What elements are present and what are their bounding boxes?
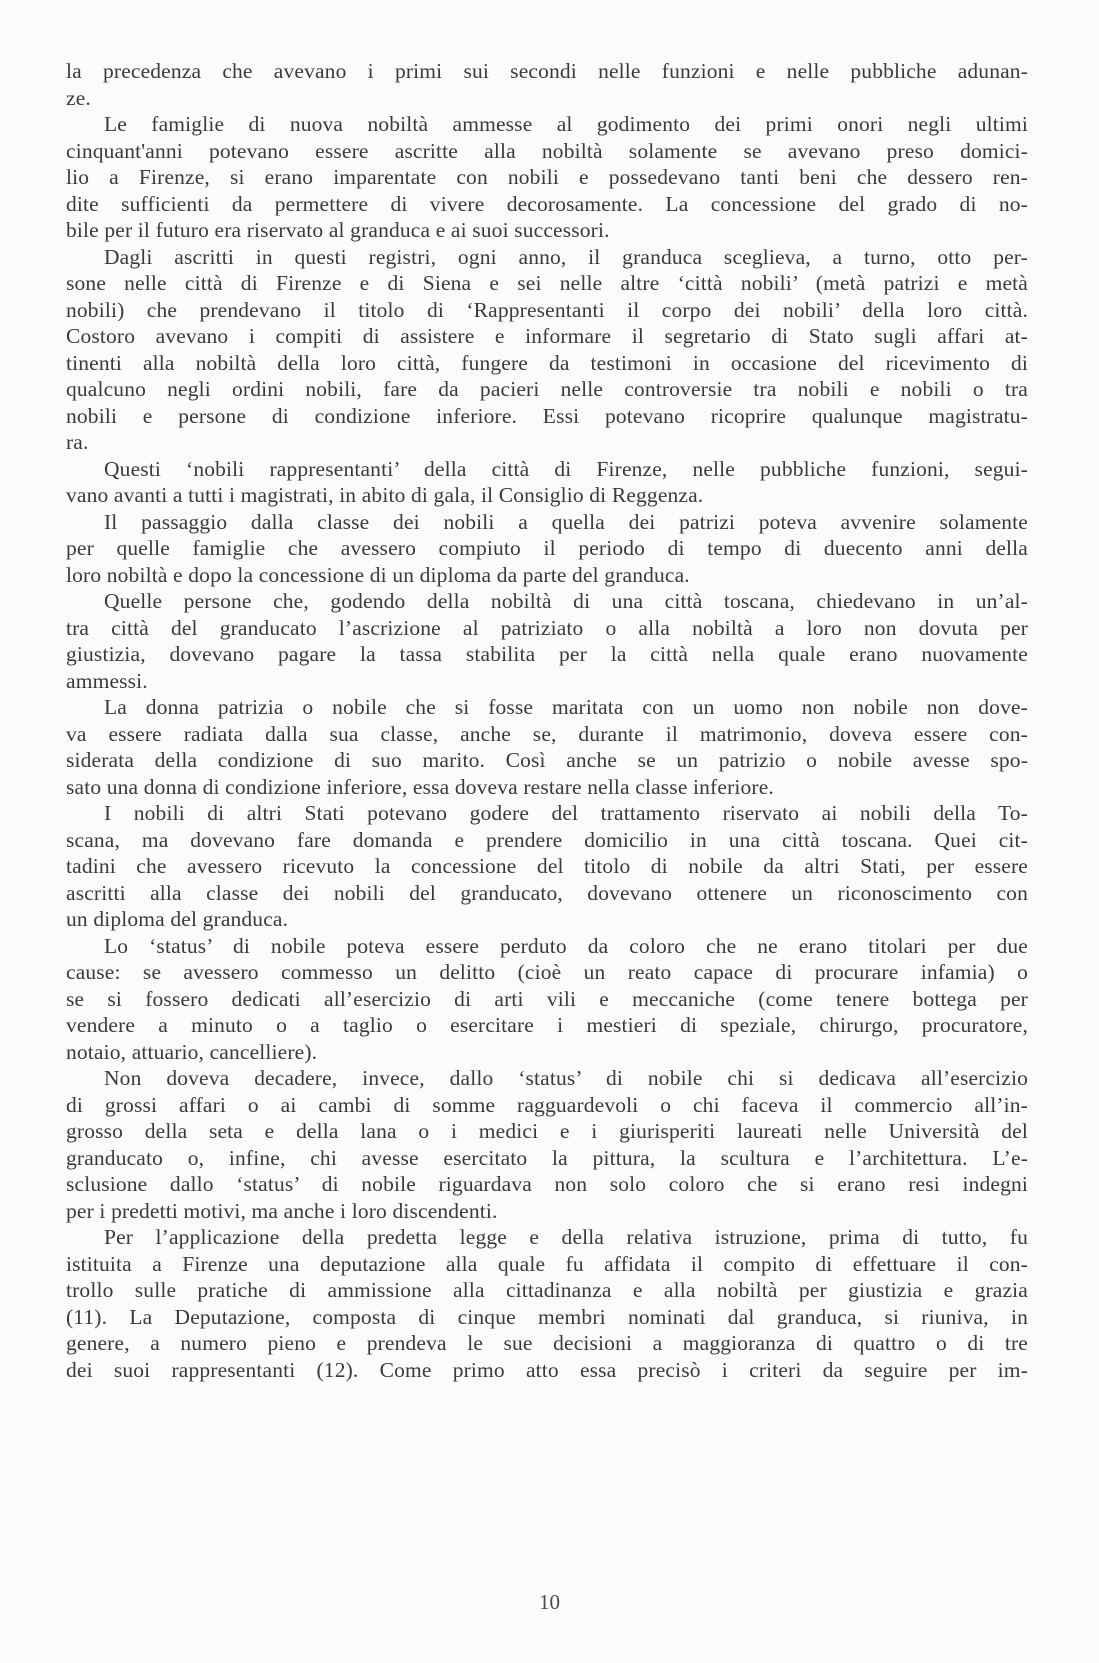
text-line: Questi ‘nobili rappresentanti’ della città di Firenze, nelle pubbliche funzioni, segui- xyxy=(104,456,1028,481)
text-line: nobili e persone di condizione inferiore. Essi potevano ricoprire qualunque magistratu- xyxy=(66,403,1028,428)
text-line: va essere radiata dalla sua classe, anche se, durante il matrimonio, doveva essere con- xyxy=(66,721,1028,746)
text-line: I nobili di altri Stati potevano godere del trattamento riservato ai nobili della To- xyxy=(104,801,1028,825)
text-line: vano avanti a tutti i magistrati, in abito di gala, il Consiglio di Reggenza. xyxy=(66,483,704,507)
text-line: lio a Firenze, si erano imparentate con nobili e possedevano tanti beni che dessero ren- xyxy=(66,165,1028,189)
text-line: ra. xyxy=(66,430,89,454)
text-line: Il passaggio dalla classe dei nobili a quella dei patrizi poteva avvenire solamente xyxy=(104,509,1028,534)
paragraph xyxy=(66,111,1028,244)
text-line: notaio, attuario, cancelliere). xyxy=(66,1039,318,1064)
paragraph xyxy=(66,244,1028,456)
text-line: istituita a Firenze una deputazione alla quale fu affidata il compito di effettuare il con- xyxy=(66,1251,1028,1276)
paragraph xyxy=(66,1065,1028,1224)
text-line: Lo ‘status’ di nobile poteva essere perduto da coloro che ne erano titolari per due xyxy=(104,933,1028,958)
paragraph xyxy=(66,456,1028,509)
paragraph xyxy=(66,588,1028,694)
text-line: nobili) che prendevano il titolo di ‘Rappresentanti il corpo dei nobili’ della loro città. xyxy=(66,297,1028,322)
text-line: la precedenza che avevano i primi sui secondi nelle funzioni e nelle pubbliche adunan- xyxy=(66,59,1028,83)
text-line: sato una donna di condizione inferiore, essa doveva restare nella classe inferiore. xyxy=(66,774,774,799)
paragraph xyxy=(66,800,1028,933)
text-line: per i predetti motivi, ma anche i loro discendenti. xyxy=(66,1198,498,1223)
text-line: vendere a minuto o a taglio o esercitare i mestieri di speziale, chirurgo, procuratore, xyxy=(66,1013,1028,1037)
text-line: cause: se avessero commesso un delitto (cioè un reato capace di procurare infamia) o xyxy=(66,960,1028,984)
text-line: giustizia, dovevano pagare la tassa stabilita per la città nella quale erano nuovamente xyxy=(66,642,1028,666)
text-line: sclusione dallo ‘status’ di nobile riguardava non solo coloro che si erano resi indegni xyxy=(66,1172,1028,1196)
text-line: per quelle famiglie che avessero compiuto il periodo di tempo di duecento anni della xyxy=(66,536,1028,560)
text-line: bile per il futuro era riservato al granduca e ai suoi successori. xyxy=(66,218,610,242)
text-line: grosso della seta e della lana o i medici e i giurisperiti laureati nelle Università del xyxy=(66,1119,1028,1143)
text-line: di grossi affari o ai cambi di somme ragguardevoli o chi faceva il commercio all’in- xyxy=(66,1092,1028,1117)
text-line: genere, a numero pieno e prendeva le sue decisioni a maggioranza di quattro o di tre xyxy=(66,1331,1028,1355)
page-body xyxy=(66,58,1028,1383)
text-line: dei suoi rappresentanti (12). Come primo atto essa precisò i criteri da seguire per im- xyxy=(66,1357,1028,1382)
text-line: La donna patrizia o nobile che si fosse maritata con un uomo non nobile non dove- xyxy=(104,695,1028,719)
text-line: ascritti alla classe dei nobili del granducato, dovevano ottenere un riconoscimento con xyxy=(66,880,1028,905)
paragraph xyxy=(66,1224,1028,1383)
text-line: dite sufficienti da permettere di vivere decorosamente. La concessione del grado di no- xyxy=(66,191,1028,216)
text-line: Dagli ascritti in questi registri, ogni anno, il granduca sceglieva, a turno, otto per- xyxy=(104,244,1028,269)
text-line: cinquant'anni potevano essere ascritte alla nobiltà solamente se avevano preso domici- xyxy=(66,138,1028,163)
text-line: loro nobiltà e dopo la concessione di un diploma da parte del granduca. xyxy=(66,562,690,587)
text-line: un diploma del granduca. xyxy=(66,907,289,931)
text-line: sone nelle città di Firenze e di Siena e sei nelle altre ‘città nobili’ (metà patrizi e metà xyxy=(66,271,1028,295)
page-number: 10 xyxy=(539,1590,560,1614)
text-line: tra città del granducato l’ascrizione al patriziato o alla nobiltà a loro non dovuta per xyxy=(66,615,1028,640)
text-line: se si fossero dedicati all’esercizio di arti vili e meccaniche (come tenere bottega per xyxy=(66,986,1028,1011)
text-line: ze. xyxy=(66,85,91,110)
text-line: tinenti alla nobiltà della loro città, fungere da testimoni in occasione del ricevimento di xyxy=(66,350,1028,375)
text-line: trollo sulle pratiche di ammissione alla cittadinanza e alla nobiltà per giustizia e grazia xyxy=(66,1278,1028,1302)
paragraph xyxy=(66,58,1028,111)
text-line: Le famiglie di nuova nobiltà ammesse al godimento dei primi onori negli ultimi xyxy=(104,112,1028,136)
paragraph xyxy=(66,933,1028,1066)
paragraph xyxy=(66,694,1028,800)
text-line: tadini che avessero ricevuto la concessione del titolo di nobile da altri Stati, per essere xyxy=(66,854,1028,878)
text-line: Quelle persone che, godendo della nobiltà di una città toscana, chiedevano in un’al- xyxy=(104,589,1028,613)
text-line: siderata della condizione di suo marito. Così anche se un patrizio o nobile avesse spo- xyxy=(66,748,1028,772)
text-line: Non doveva decadere, invece, dallo ‘status’ di nobile chi si dedicava all’esercizio xyxy=(104,1066,1028,1090)
text-line: granducato o, infine, chi avesse esercitato la pittura, la scultura e l’architettura. L’e- xyxy=(66,1145,1028,1170)
text-line: (11). La Deputazione, composta di cinque membri nominati dal granduca, si riuniva, in xyxy=(66,1304,1028,1329)
text-line: scana, ma dovevano fare domanda e prendere domicilio in una città toscana. Quei cit- xyxy=(66,827,1028,852)
text-line: Per l’applicazione della predetta legge e della relativa istruzione, prima di tutto, fu xyxy=(104,1225,1028,1249)
paragraph xyxy=(66,509,1028,589)
text-line: qualcuno negli ordini nobili, fare da pacieri nelle controversie tra nobili e nobili o tra xyxy=(66,377,1028,401)
text-line: ammessi. xyxy=(66,668,148,693)
text-line: Costoro avevano i compiti di assistere e informare il segretario di Stato sugli affari at- xyxy=(66,324,1028,348)
